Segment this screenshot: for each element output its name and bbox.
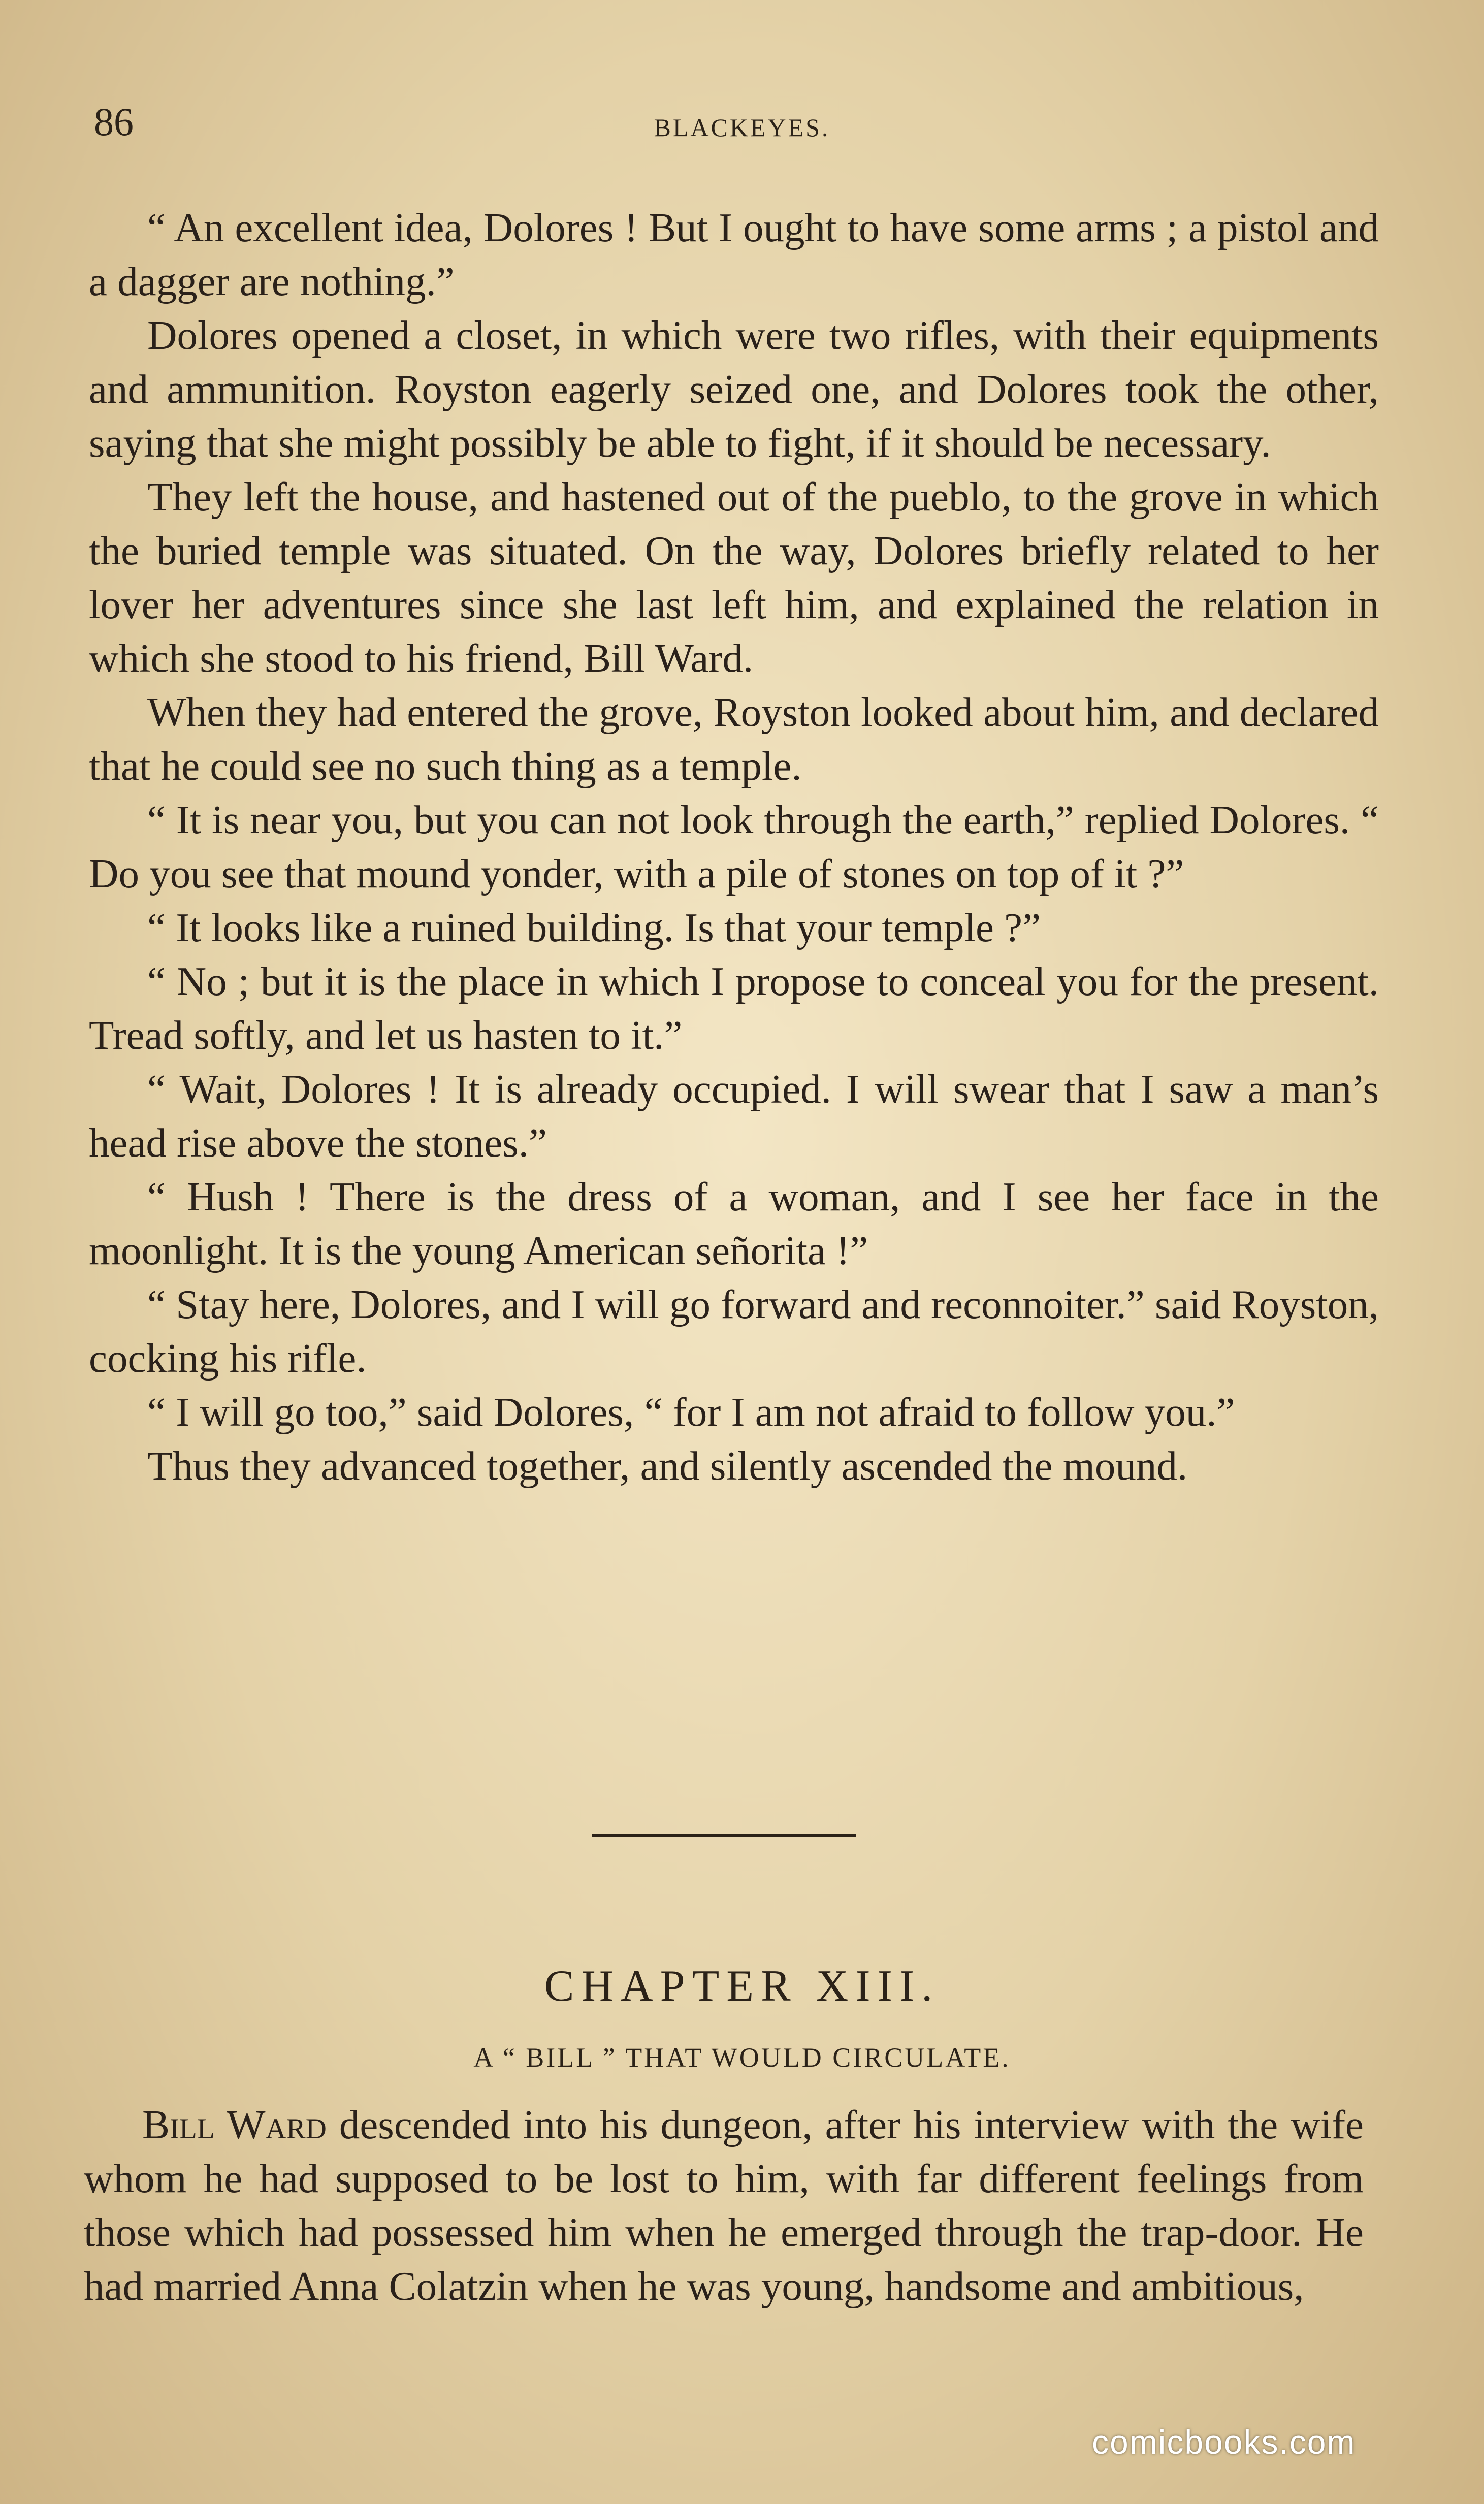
- running-head: BLACKEYES.: [654, 113, 830, 142]
- paragraph: They left the house, and hastened out of the pueblo, to the grove in which the buried temple was situated. On the way, Dolores briefly related to her lover her adventures since she last left him, and explained the relation in which she stood to his friend, Bill Ward.: [89, 474, 1379, 681]
- chapter-opening-paragraph: [84, 2098, 1364, 2313]
- chapter-subtitle: A “ BILL ” THAT WOULD CIRCULATE.: [473, 2042, 1011, 2073]
- paragraph: “ Hush ! There is the dress of a woman, and I see her face in the moonlight. It is the young American señorita !”: [89, 1174, 1379, 1273]
- paragraph: When they had entered the grove, Royston looked about him, and declared that he could see no such thing as a temple.: [89, 689, 1379, 789]
- body-text: [89, 201, 1379, 1493]
- paragraph: “ An excellent idea, Dolores ! But I ought to have some arms ; a pistol and a dagger are nothing.”: [89, 205, 1379, 304]
- chapter-title: CHAPTER XIII.: [544, 1962, 940, 2011]
- opening-name: Bill Ward: [142, 2102, 327, 2147]
- section-divider: [592, 1834, 856, 1837]
- chapter-body-text: [84, 2098, 1364, 2313]
- paragraph: “ It is near you, but you can not look through the earth,” replied Dolores. “ Do you see that mound yonder, with a pile of stones on top of it ?”: [89, 797, 1379, 896]
- paragraph: Dolores opened a closet, in which were two rifles, with their equipments and ammunition. Royston eagerly seized one, and Dolores took the other, saying that she might possibly be able to fight, if it should be necessary.: [89, 312, 1379, 466]
- paragraph: “ Wait, Dolores ! It is already occupied. I will swear that I saw a man’s head rise above the stones.”: [89, 1066, 1379, 1166]
- paragraph: “ It looks like a ruined building. Is that your temple ?”: [147, 905, 1041, 950]
- paragraph: “ Stay here, Dolores, and I will go forward and reconnoiter.” said Royston, cocking his rifle.: [89, 1281, 1379, 1381]
- watermark: comicbooks.com: [1092, 2423, 1356, 2461]
- paragraph: “ I will go too,” said Dolores, “ for I am not afraid to follow you.”: [147, 1389, 1235, 1435]
- opening-text: descended into his dungeon, after his interview with the wife whom he had supposed to be lost to him, with far different feelings from those which had possessed him when he emerged through the trap-door. He had married Anna Colatzin when he was young, handsome and ambitious,: [84, 2102, 1364, 2309]
- paragraph: Thus they advanced together, and silently ascended the mound.: [147, 1443, 1188, 1489]
- page-number: 86: [94, 100, 134, 144]
- paragraph: “ No ; but it is the place in which I propose to conceal you for the present. Tread softly, and let us hasten to it.”: [89, 958, 1379, 1058]
